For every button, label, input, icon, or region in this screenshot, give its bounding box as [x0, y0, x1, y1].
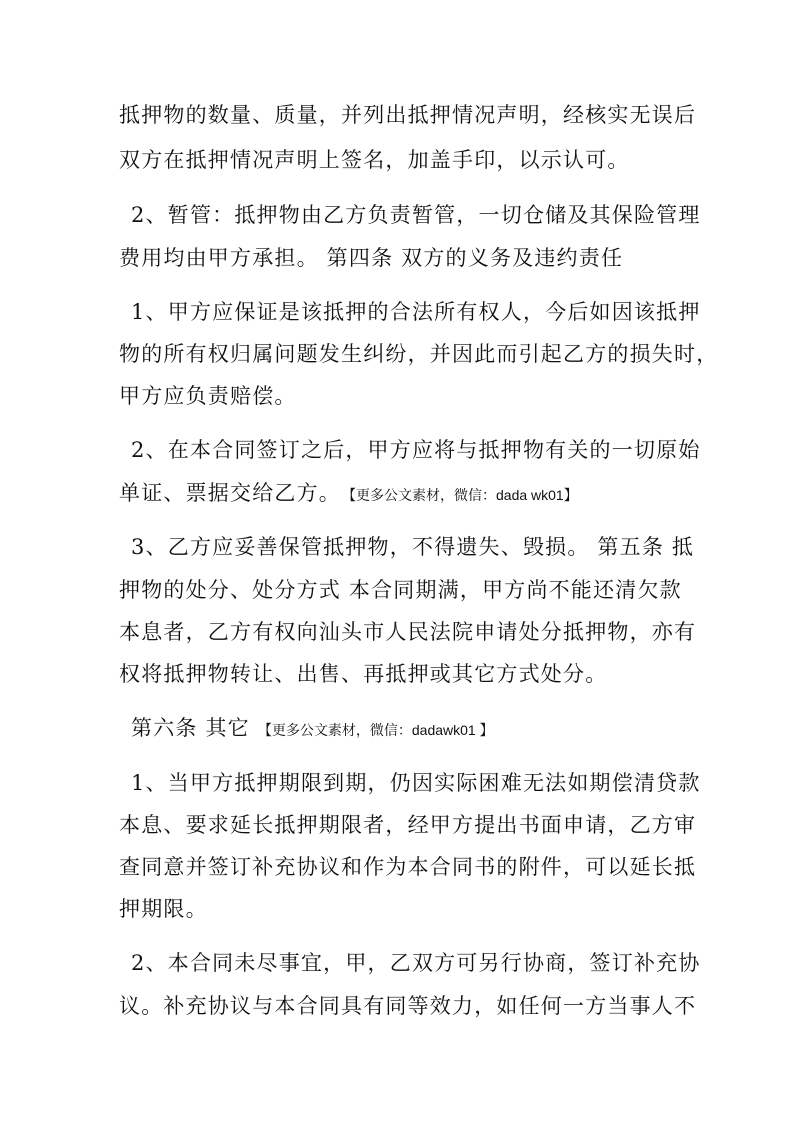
- section-heading-line: [131, 713, 494, 745]
- text-line: 3、乙方应妥善保管抵押物，不得遗失、毁损。 第五条 抵: [131, 535, 695, 559]
- text-line: 押期限。: [119, 897, 208, 921]
- text-line: 议。补充协议与本合同具有同等效力，如任何一方当事人不: [119, 994, 697, 1018]
- promo-note: 【更多公文素材，微信：dada wk01】: [349, 487, 578, 503]
- text-line: 2、本合同未尽事宜，甲，乙双方可另行协商，签订补充协: [131, 951, 701, 975]
- text-line: 甲方应负责赔偿。: [119, 384, 297, 408]
- text-line: 本息、要求延长抵押期限者，经甲方提出书面申请，乙方审: [119, 813, 697, 837]
- section-heading: 第六条 其它: [131, 716, 250, 740]
- text-line: 2、暂管：抵押物由乙方负责暂管，一切仓储及其保险管理: [131, 203, 701, 227]
- text-line-with-note: [119, 478, 578, 510]
- text-line: 双方在抵押情况声明上签名，加盖手印，以示认可。: [119, 148, 630, 172]
- text-line: 权将抵押物转让、出售、再抵押或其它方式处分。: [119, 662, 608, 686]
- text-line: 1、甲方应保证是该抵押的合法所有权人，今后如因该抵押: [131, 300, 701, 324]
- text-line: 物的所有权归属问题发生纠纷，并因此而引起乙方的损失时，: [119, 342, 719, 366]
- text-line: 费用均由甲方承担。 第四条 双方的义务及违约责任: [119, 246, 624, 270]
- text-segment: 单证、票据交给乙方。: [119, 481, 341, 505]
- promo-note: 【更多公文素材，微信：dadawk01 】: [257, 722, 494, 738]
- text-line: 查同意并签订补充协议和作为本合同书的附件，可以延长抵: [119, 855, 697, 879]
- text-line: 押物的处分、处分方式 本合同期满，甲方尚不能还清欠款: [119, 578, 682, 602]
- text-line: 抵押物的数量、质量，并列出抵押情况声明，经核实无误后: [119, 103, 697, 127]
- text-line: 1、当甲方抵押期限到期，仍因实际困难无法如期偿清贷款: [131, 771, 701, 795]
- text-line: 本息者，乙方有权向汕头市人民法院申请处分抵押物，亦有: [119, 620, 697, 644]
- text-line: 2、在本合同签订之后，甲方应将与抵押物有关的一切原始: [131, 438, 701, 462]
